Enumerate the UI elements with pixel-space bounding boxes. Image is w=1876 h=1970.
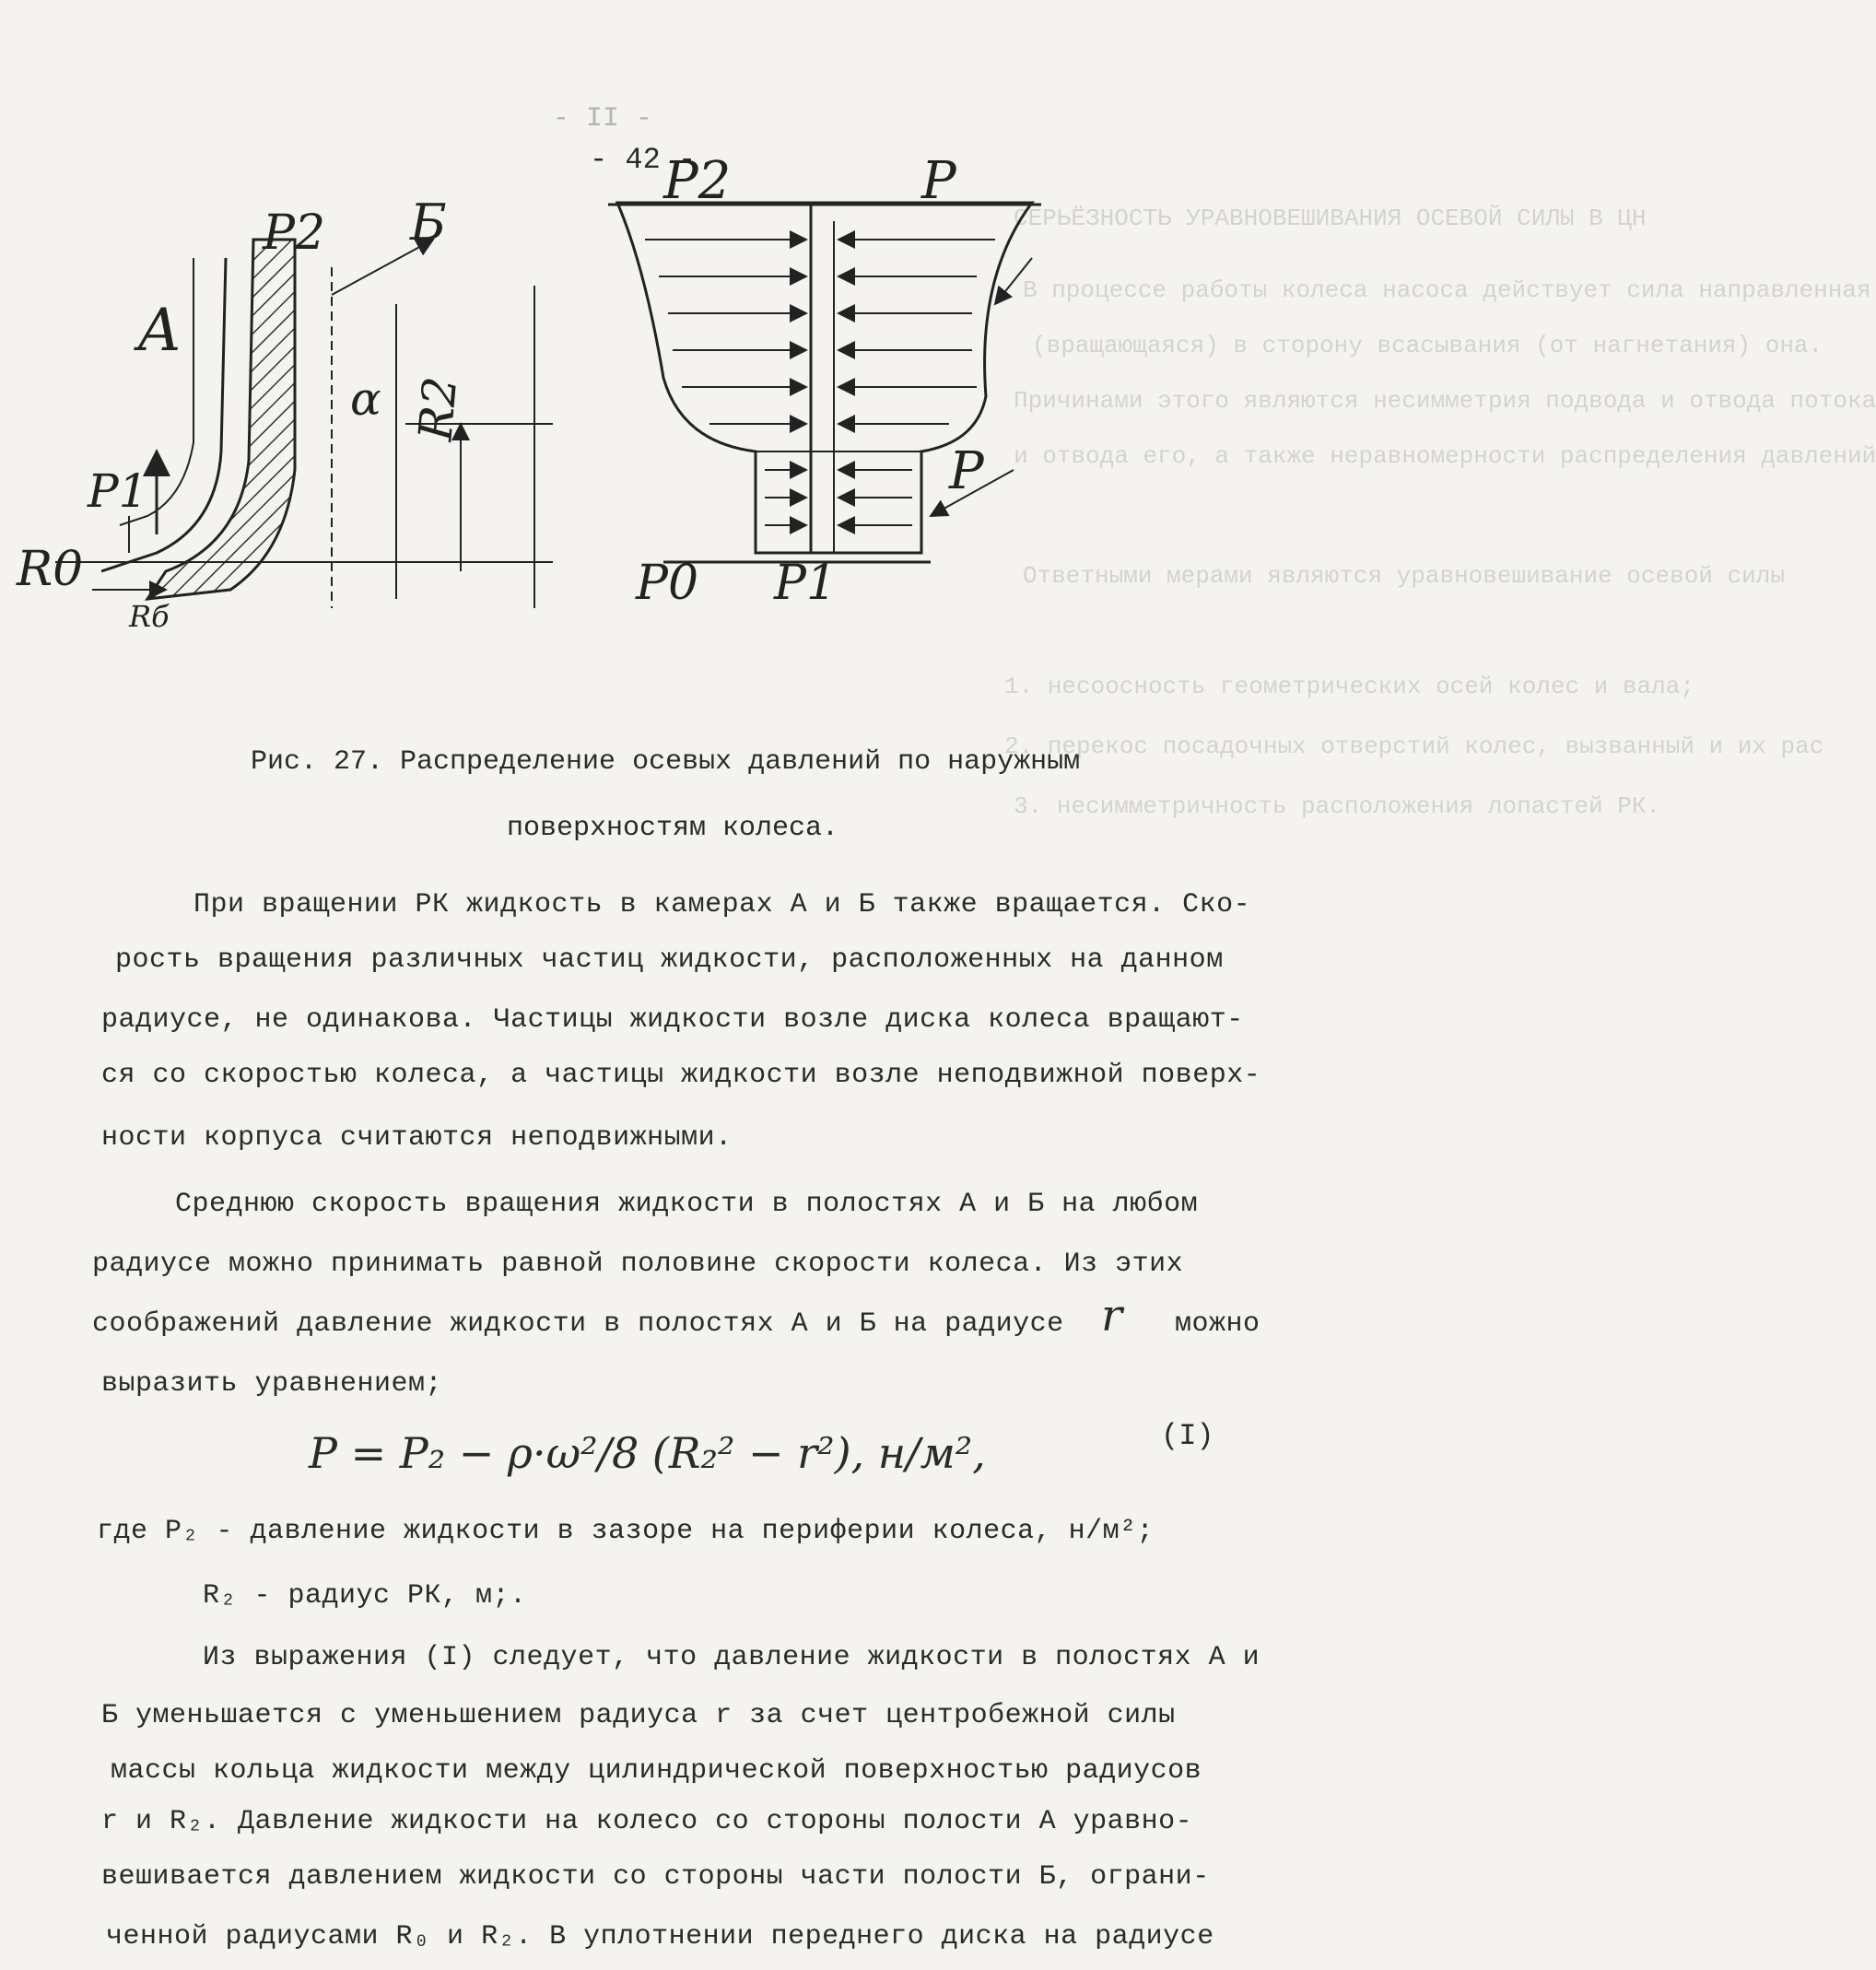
body-line: соображений давление жидкости в полостях А и Б на радиусе [92, 1308, 1064, 1340]
bleed-through-line: и отвода его, а также неравномерности распределения давлений [1014, 442, 1876, 470]
where-line: где P₂ - давление жидкости в зазоре на периферии колеса, н/м²; [97, 1516, 1155, 1547]
body-line: Среднюю скорость вращения жидкости в полостях А и Б на любом [175, 1189, 1199, 1220]
label-P-top: P [921, 151, 956, 211]
body-line: рость вращения различных частиц жидкости, расположенных на данном [115, 944, 1224, 976]
label-P1: P1 [88, 464, 148, 518]
equation-number: (I) [1161, 1419, 1214, 1453]
bleed-through-line: 3. несимметричность расположения лопастей РК. [1014, 792, 1661, 820]
bleed-through-line: Причинами этого являются несимметрия подвода и отвода потока [1014, 387, 1876, 415]
body-line: выразить уравнением; [101, 1368, 443, 1400]
label-P-right: P [949, 441, 984, 501]
body-line: ности корпуса считаются неподвижными. [101, 1122, 733, 1154]
page-number: - 42 - [590, 143, 697, 177]
body-line: ся со скоростью колеса, а частицы жидкости возле неподвижной поверх- [101, 1060, 1261, 1091]
body-line: ченной радиусами R₀ и R₂. В уплотнении переднего диска на радиусе [106, 1921, 1214, 1952]
bleed-through-line: Ответными мерами являются уравновешивание осевой силы [1023, 562, 1785, 590]
figure-caption: Рис. 27. Распределение осевых давлений по наружным [251, 746, 1081, 778]
equation-1: P = P₂ − ρ·ω²/8 (R₂² − r²), н/м², [309, 1428, 986, 1478]
label-P2-left: P2 [263, 205, 326, 261]
label-B: Б [410, 193, 447, 252]
label-alpha: α [350, 372, 381, 426]
body-line: радиусе можно принимать равной половине скорости колеса. Из этих [92, 1249, 1184, 1280]
label-P2-top: P2 [663, 151, 732, 211]
handwritten-r: r [1101, 1290, 1123, 1342]
bleed-through-line: В процессе работы колеса насоса действует сила направленная [1023, 276, 1871, 304]
body-line: можно [1175, 1308, 1260, 1340]
body-line: Б уменьшается с уменьшением радиуса r за счет центробежной силы [101, 1700, 1176, 1731]
label-A: A [138, 297, 182, 365]
old-page-number: - II - [553, 103, 653, 135]
label-R0: R0 [17, 542, 84, 597]
body-line: При вращении РК жидкость в камерах А и Б также вращается. Ско- [193, 889, 1251, 921]
bleed-through-line: СЕРЬЁЗНОСТЬ УРАВНОВЕШИВАНИЯ ОСЕВОЙ СИЛЫ В ЦН [1014, 205, 1647, 232]
r2-definition: R₂ - радиус РК, м;. [203, 1580, 527, 1612]
body-line: радиусе, не одинакова. Частицы жидкости возле диска колеса вращают- [101, 1004, 1244, 1036]
label-P0: P0 [636, 556, 699, 611]
label-P1-bottom: P1 [774, 556, 838, 611]
body-line: массы кольца жидкости между цилиндрической поверхностью радиусов [111, 1755, 1202, 1787]
body-line: Из выражения (I) следует, что давление жидкости в полостях А и [203, 1642, 1260, 1673]
body-line: r и R₂. Давление жидкости на колесо со стороны полости А уравно- [101, 1806, 1193, 1837]
bleed-through-line: 2. перекос посадочных отверстий колес, вызванный и их рас [1004, 733, 1824, 760]
label-Rb: Rб [129, 599, 170, 634]
label-R2: R2 [408, 374, 468, 443]
bleed-through-line: (вращающаяся) в сторону всасывания (от нагнетания) она. [1032, 332, 1823, 359]
bleed-through-line: 1. несоосность геометрических осей колес и вала; [1004, 673, 1694, 700]
figure-caption-continued: поверхностям колеса. [507, 813, 839, 844]
body-line: вешивается давлением жидкости со стороны части полости Б, ограни- [101, 1861, 1210, 1893]
